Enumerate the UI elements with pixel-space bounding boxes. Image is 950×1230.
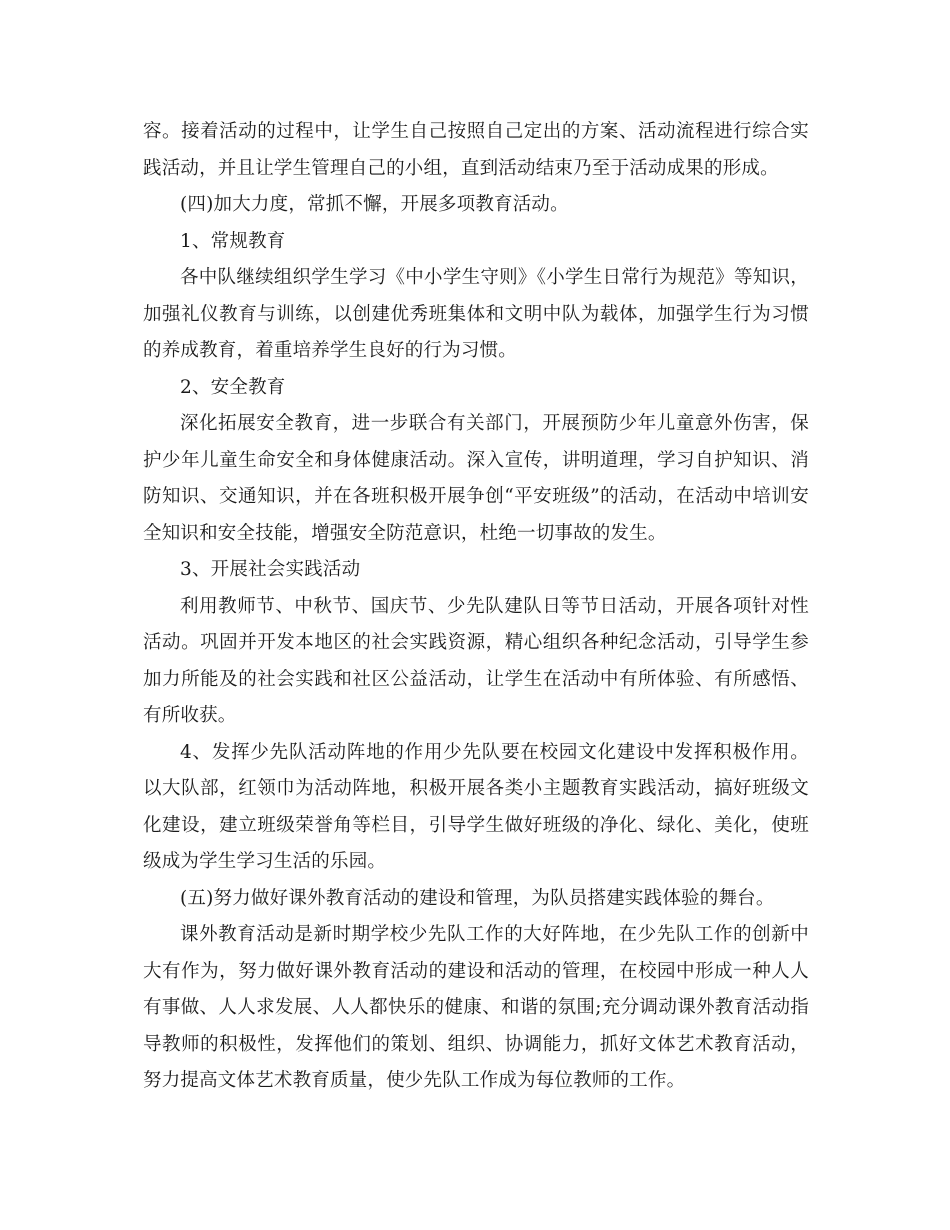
paragraph-social-practice: 利用教师节、中秋节、国庆节、少先队建队日等节日活动，开展各项针对性活动。巩固并开发本地区的社会实践资源，精心组织各种纪念活动，引导学生参加力所能及的社会实践和社区公益活动，让学生在活动中有所体验、有所感悟、有所收获。 [143,595,809,726]
document-body [143,114,809,1100]
subheading-social-practice: 3、开展社会实践活动 [180,559,361,580]
subheading-safety-education: 2、安全教育 [180,376,286,398]
paragraph-routine-education: 各中队继续组织学生学习《中小学生守则》《小学生日常行为规范》等知识，加强礼仪教育与训练，以创建优秀班集体和文明中队为载体，加强学生行为习惯的养成教育，着重培养学生良好的行为习惯。 [143,267,809,361]
paragraph-continuation: 容。接着活动的过程中，让学生自己按照自己定出的方案、活动流程进行综合实践活动，并且让学生管理自己的小组，直到活动结束乃至于活动成果的形成。 [143,121,809,179]
paragraph-safety-education: 深化拓展安全教育，进一步联合有关部门，开展预防少年儿童意外伤害，保护少年儿童生命安全和身体健康活动。深入宣传，讲明道理，学习自护知识、消防知识、交通知识，并在各班积极开展争创“平安班级”的活动，在活动中培训安全知识和安全技能，增强安全防范意识，杜绝一切事故的发生。 [143,413,809,544]
paragraph-activity-base: 4、发挥少先队活动阵地的作用少先队要在校园文化建设中发挥积极作用。以大队部，红领巾为活动阵地，积极开展各类小主题教育实践活动，搞好班级文化建设，建立班级荣誉角等栏目，引导学生做好班级的净化、绿化、美化，使班级成为学生学习生活的乐园。 [143,741,809,872]
section-heading-4: (四)加大力度，常抓不懈，开展多项教育活动。 [180,194,569,215]
section-heading-5: (五)努力做好课外教育活动的建设和管理，为队员搭建实践体验的舞台。 [180,887,775,909]
paragraph-extracurricular: 课外教育活动是新时期学校少先队工作的大好阵地，在少先队工作的创新中大有作为，努力做好课外教育活动的建设和活动的管理，在校园中形成一种人人有事做、人人求发展、人人都快乐的健康、和谐的氛围;充分调动课外教育活动指导教师的积极性，发挥他们的策划、组织、协调能力，抓好文体艺术教育活动，努力提高文体艺术教育质量，使少先队工作成为每位教师的工作。 [143,924,809,1091]
subheading-routine-education: 1、常规教育 [180,230,286,252]
